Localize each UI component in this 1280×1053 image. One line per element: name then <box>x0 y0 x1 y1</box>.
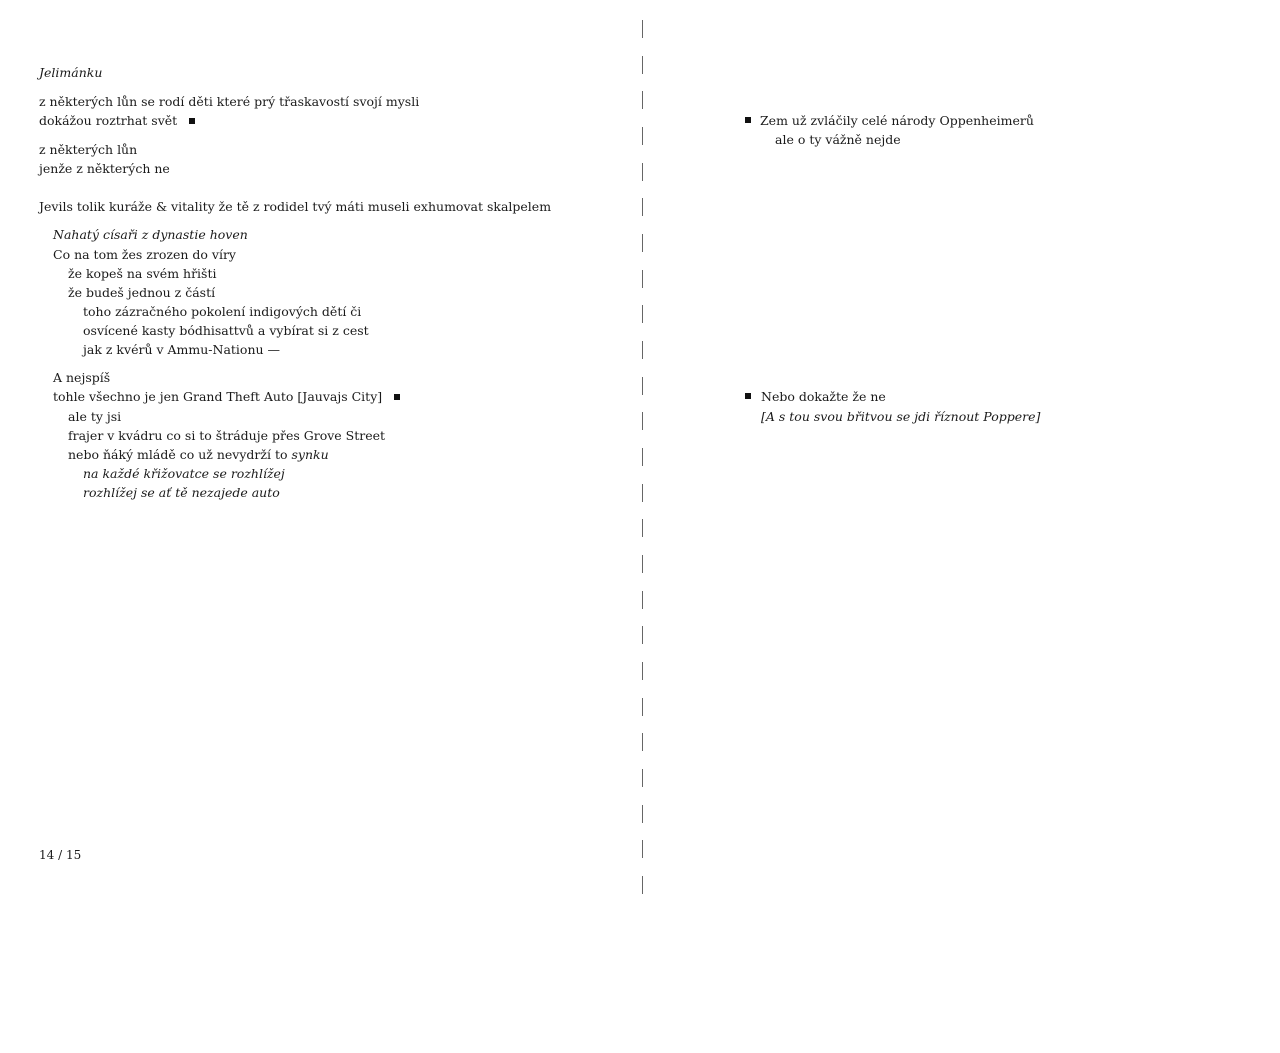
divider-dash <box>642 163 643 181</box>
poem-line: že kopeš na svém hřišti <box>68 266 217 281</box>
divider-dash <box>642 840 643 858</box>
divider-dash <box>642 198 643 216</box>
poem-line: Nahatý císaři z dynastie hoven <box>53 227 248 242</box>
poem-line-text: nebo ňáký mládě co už nevydrží to <box>68 447 292 462</box>
divider-dash <box>642 20 643 38</box>
divider-dash <box>642 234 643 252</box>
divider-dash <box>642 448 643 466</box>
square-bullet-icon <box>745 393 751 399</box>
divider-dash <box>642 662 643 680</box>
poem-line: A nejspíš <box>53 370 111 385</box>
square-marker-icon <box>394 394 400 400</box>
divider-dash <box>642 876 643 894</box>
poem-line <box>68 447 329 463</box>
poem-line: frajer v kvádru co si to štráduje přes Grove Street <box>68 428 386 443</box>
poem-line: ale ty jsi <box>68 409 122 424</box>
poem-line: na každé křižovatce se rozhlížej <box>83 466 285 481</box>
margin-note-line: [A s tou svou břitvou se jdi říznout Poppere] <box>761 409 1041 424</box>
poem-line: jenže z některých ne <box>39 161 170 176</box>
divider-dash <box>642 769 643 787</box>
square-bullet-icon <box>745 117 751 123</box>
poem-line-text: tohle všechno je jen Grand Theft Auto [Jauvajs City] <box>53 389 383 404</box>
divider-dash <box>642 305 643 323</box>
poem-line: že budeš jednou z částí <box>68 285 216 300</box>
divider-dash <box>642 56 643 74</box>
poem-line: z některých lůn <box>39 142 138 157</box>
divider-dash <box>642 270 643 288</box>
poem-line-italic: synku <box>291 447 329 462</box>
poem-line <box>53 389 400 405</box>
poem-line: rozhlížej se ať tě nezajede auto <box>83 485 280 500</box>
poem-line <box>39 113 195 129</box>
poem-line: osvícené kasty bódhisattvů a vybírat si z cest <box>83 323 369 338</box>
poem-line: toho zázračného pokolení indigových dětí či <box>83 304 362 319</box>
divider-dash <box>642 626 643 644</box>
poem-line: Co na tom žes zrozen do víry <box>53 247 236 262</box>
margin-note-line: ale o ty vážně nejde <box>775 132 901 147</box>
square-marker-icon <box>189 118 195 124</box>
page-number: 14 / 15 <box>39 848 82 862</box>
poem-line: jak z kvérů v Ammu-Nationu — <box>83 342 281 357</box>
margin-note-line: Nebo dokažte že ne <box>761 389 886 404</box>
poem-line-text: dokážou roztrhat svět <box>39 113 178 128</box>
divider-dash <box>642 555 643 573</box>
divider-dash <box>642 698 643 716</box>
margin-note-line: Zem už zvláčily celé národy Oppenheimerů <box>760 113 1034 128</box>
divider-dash <box>642 733 643 751</box>
divider-dash <box>642 377 643 395</box>
divider-dash <box>642 484 643 502</box>
divider-dash <box>642 91 643 109</box>
poem-line: Jevils tolik kuráže & vitality že tě z rodidel tvý máti museli exhumovat skalpelem <box>39 199 552 214</box>
divider-dash <box>642 519 643 537</box>
divider-dash <box>642 412 643 430</box>
poem-line: z některých lůn se rodí děti které prý třaskavostí svojí mysli <box>39 94 420 109</box>
divider-dash <box>642 127 643 145</box>
poem-heading: Jelimánku <box>39 65 103 80</box>
divider-dash <box>642 591 643 609</box>
divider-dash <box>642 805 643 823</box>
divider-dash <box>642 341 643 359</box>
